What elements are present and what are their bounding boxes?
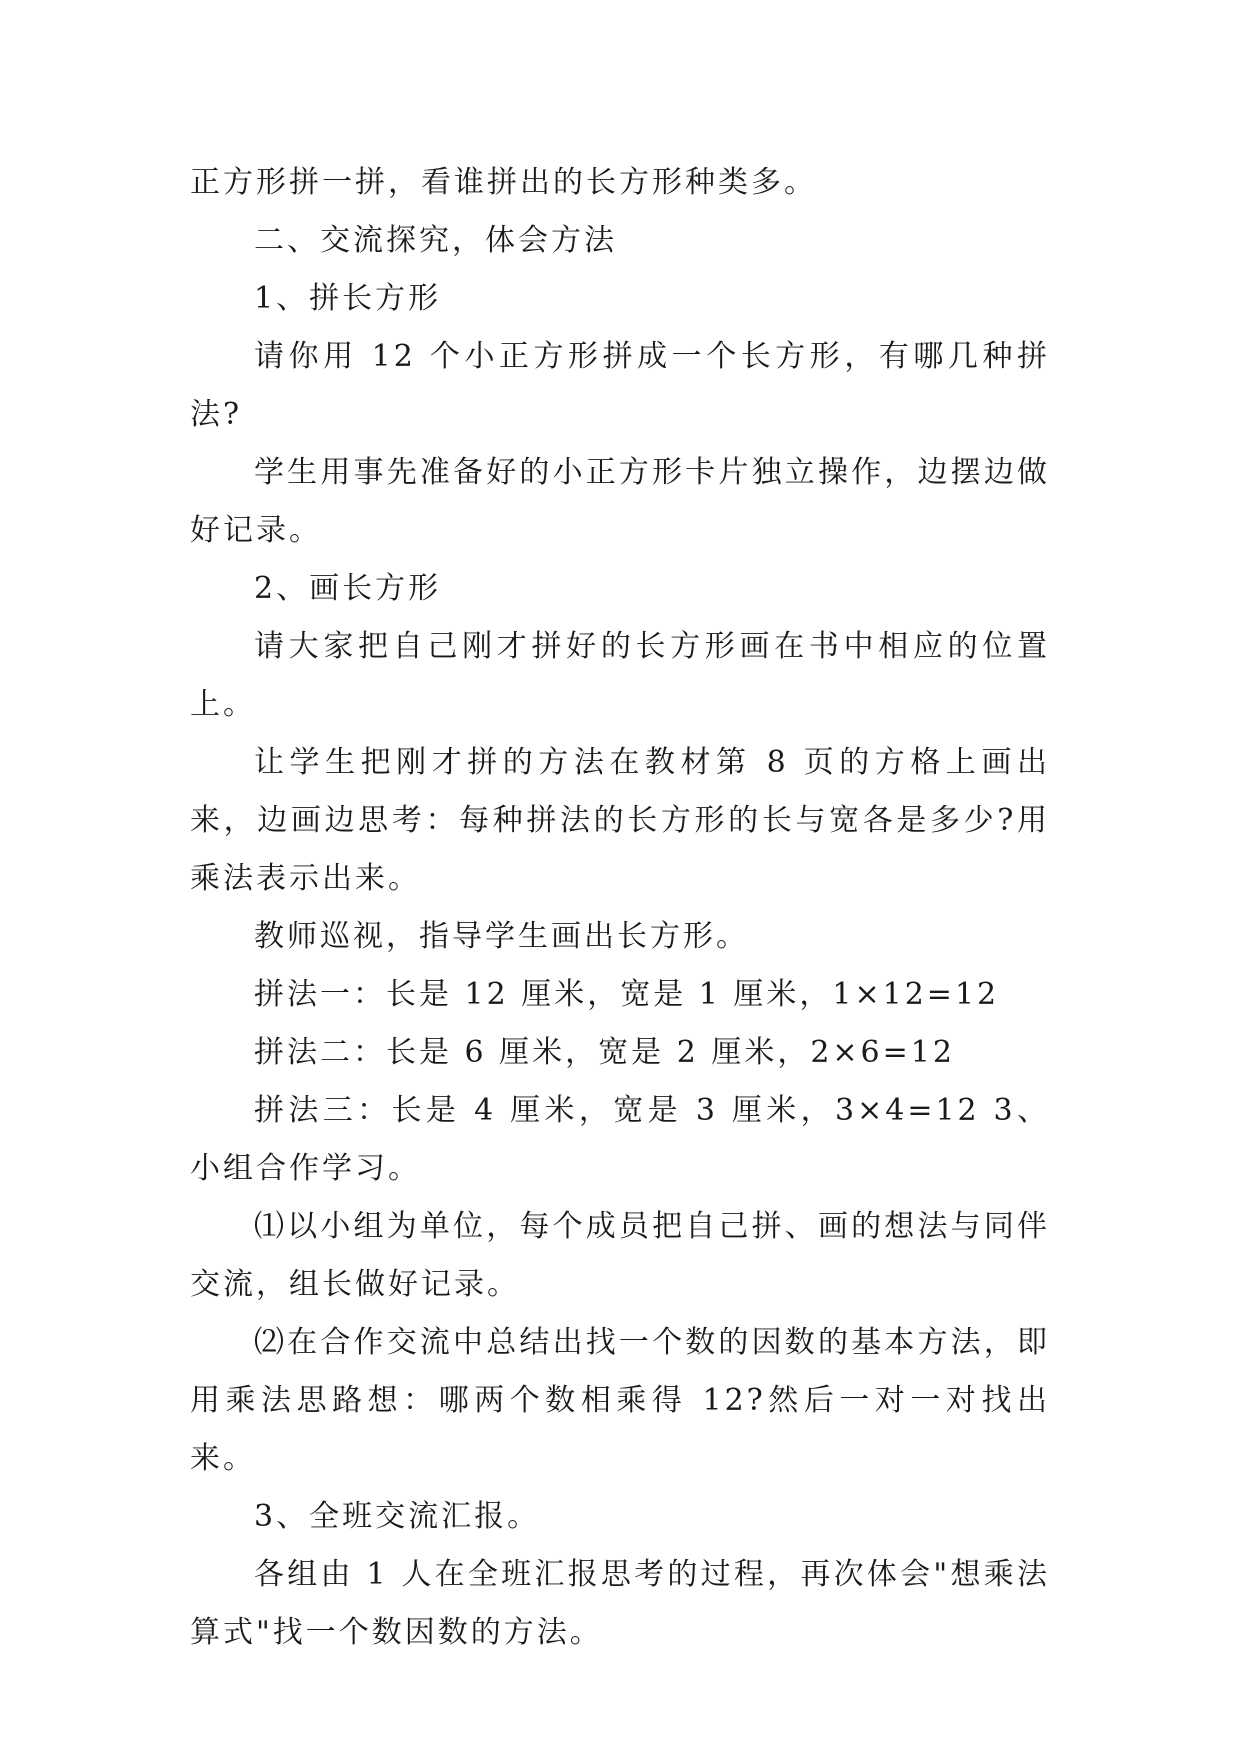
method-three: 拼法三：长是 4 厘米，宽是 3 厘米，3×4=12 3、小组合作学习。 <box>190 1093 1050 1186</box>
paragraph-question: 请你用 12 个小正方形拼成一个长方形，有哪几种拼法? <box>190 339 1050 432</box>
group-item-two: ⑵在合作交流中总结出找一个数的因数的基本方法，即用乘法思路想：哪两个数相乘得 12?然后一对一对找出来。 <box>190 1325 1050 1476</box>
paragraph-report: 各组由 1 人在全班汇报思考的过程，再次体会"想乘法算式"找一个数因数的方法。 <box>190 1557 1050 1650</box>
step-heading-assemble: 1、拼长方形 <box>254 281 442 316</box>
step-heading-draw: 2、画长方形 <box>254 571 442 606</box>
section-heading-exchange: 二、交流探究，体会方法 <box>254 223 617 258</box>
document-body <box>190 154 1050 1662</box>
method-one: 拼法一：长是 12 厘米，宽是 1 厘米，1×12=12 <box>254 977 1000 1012</box>
group-item-one: ⑴以小组为单位，每个成员把自己拼、画的想法与同伴交流，组长做好记录。 <box>190 1209 1050 1302</box>
paragraph-textbook-drawing: 让学生把刚才拼的方法在教材第 8 页的方格上画出来，边画边思考：每种拼法的长方形的长与宽各是多少?用乘法表示出来。 <box>190 745 1050 896</box>
paragraph-student-operation: 学生用事先准备好的小正方形卡片独立操作，边摆边做好记录。 <box>190 455 1050 548</box>
paragraph-draw-instruction: 请大家把自己刚才拼好的长方形画在书中相应的位置上。 <box>190 629 1050 722</box>
paragraph-teacher-guidance: 教师巡视，指导学生画出长方形。 <box>254 919 749 954</box>
paragraph-1: 正方形拼一拼，看谁拼出的长方形种类多。 <box>190 165 817 200</box>
method-two: 拼法二：长是 6 厘米，宽是 2 厘米，2×6=12 <box>254 1035 955 1070</box>
step-heading-report: 3、全班交流汇报。 <box>254 1499 541 1534</box>
